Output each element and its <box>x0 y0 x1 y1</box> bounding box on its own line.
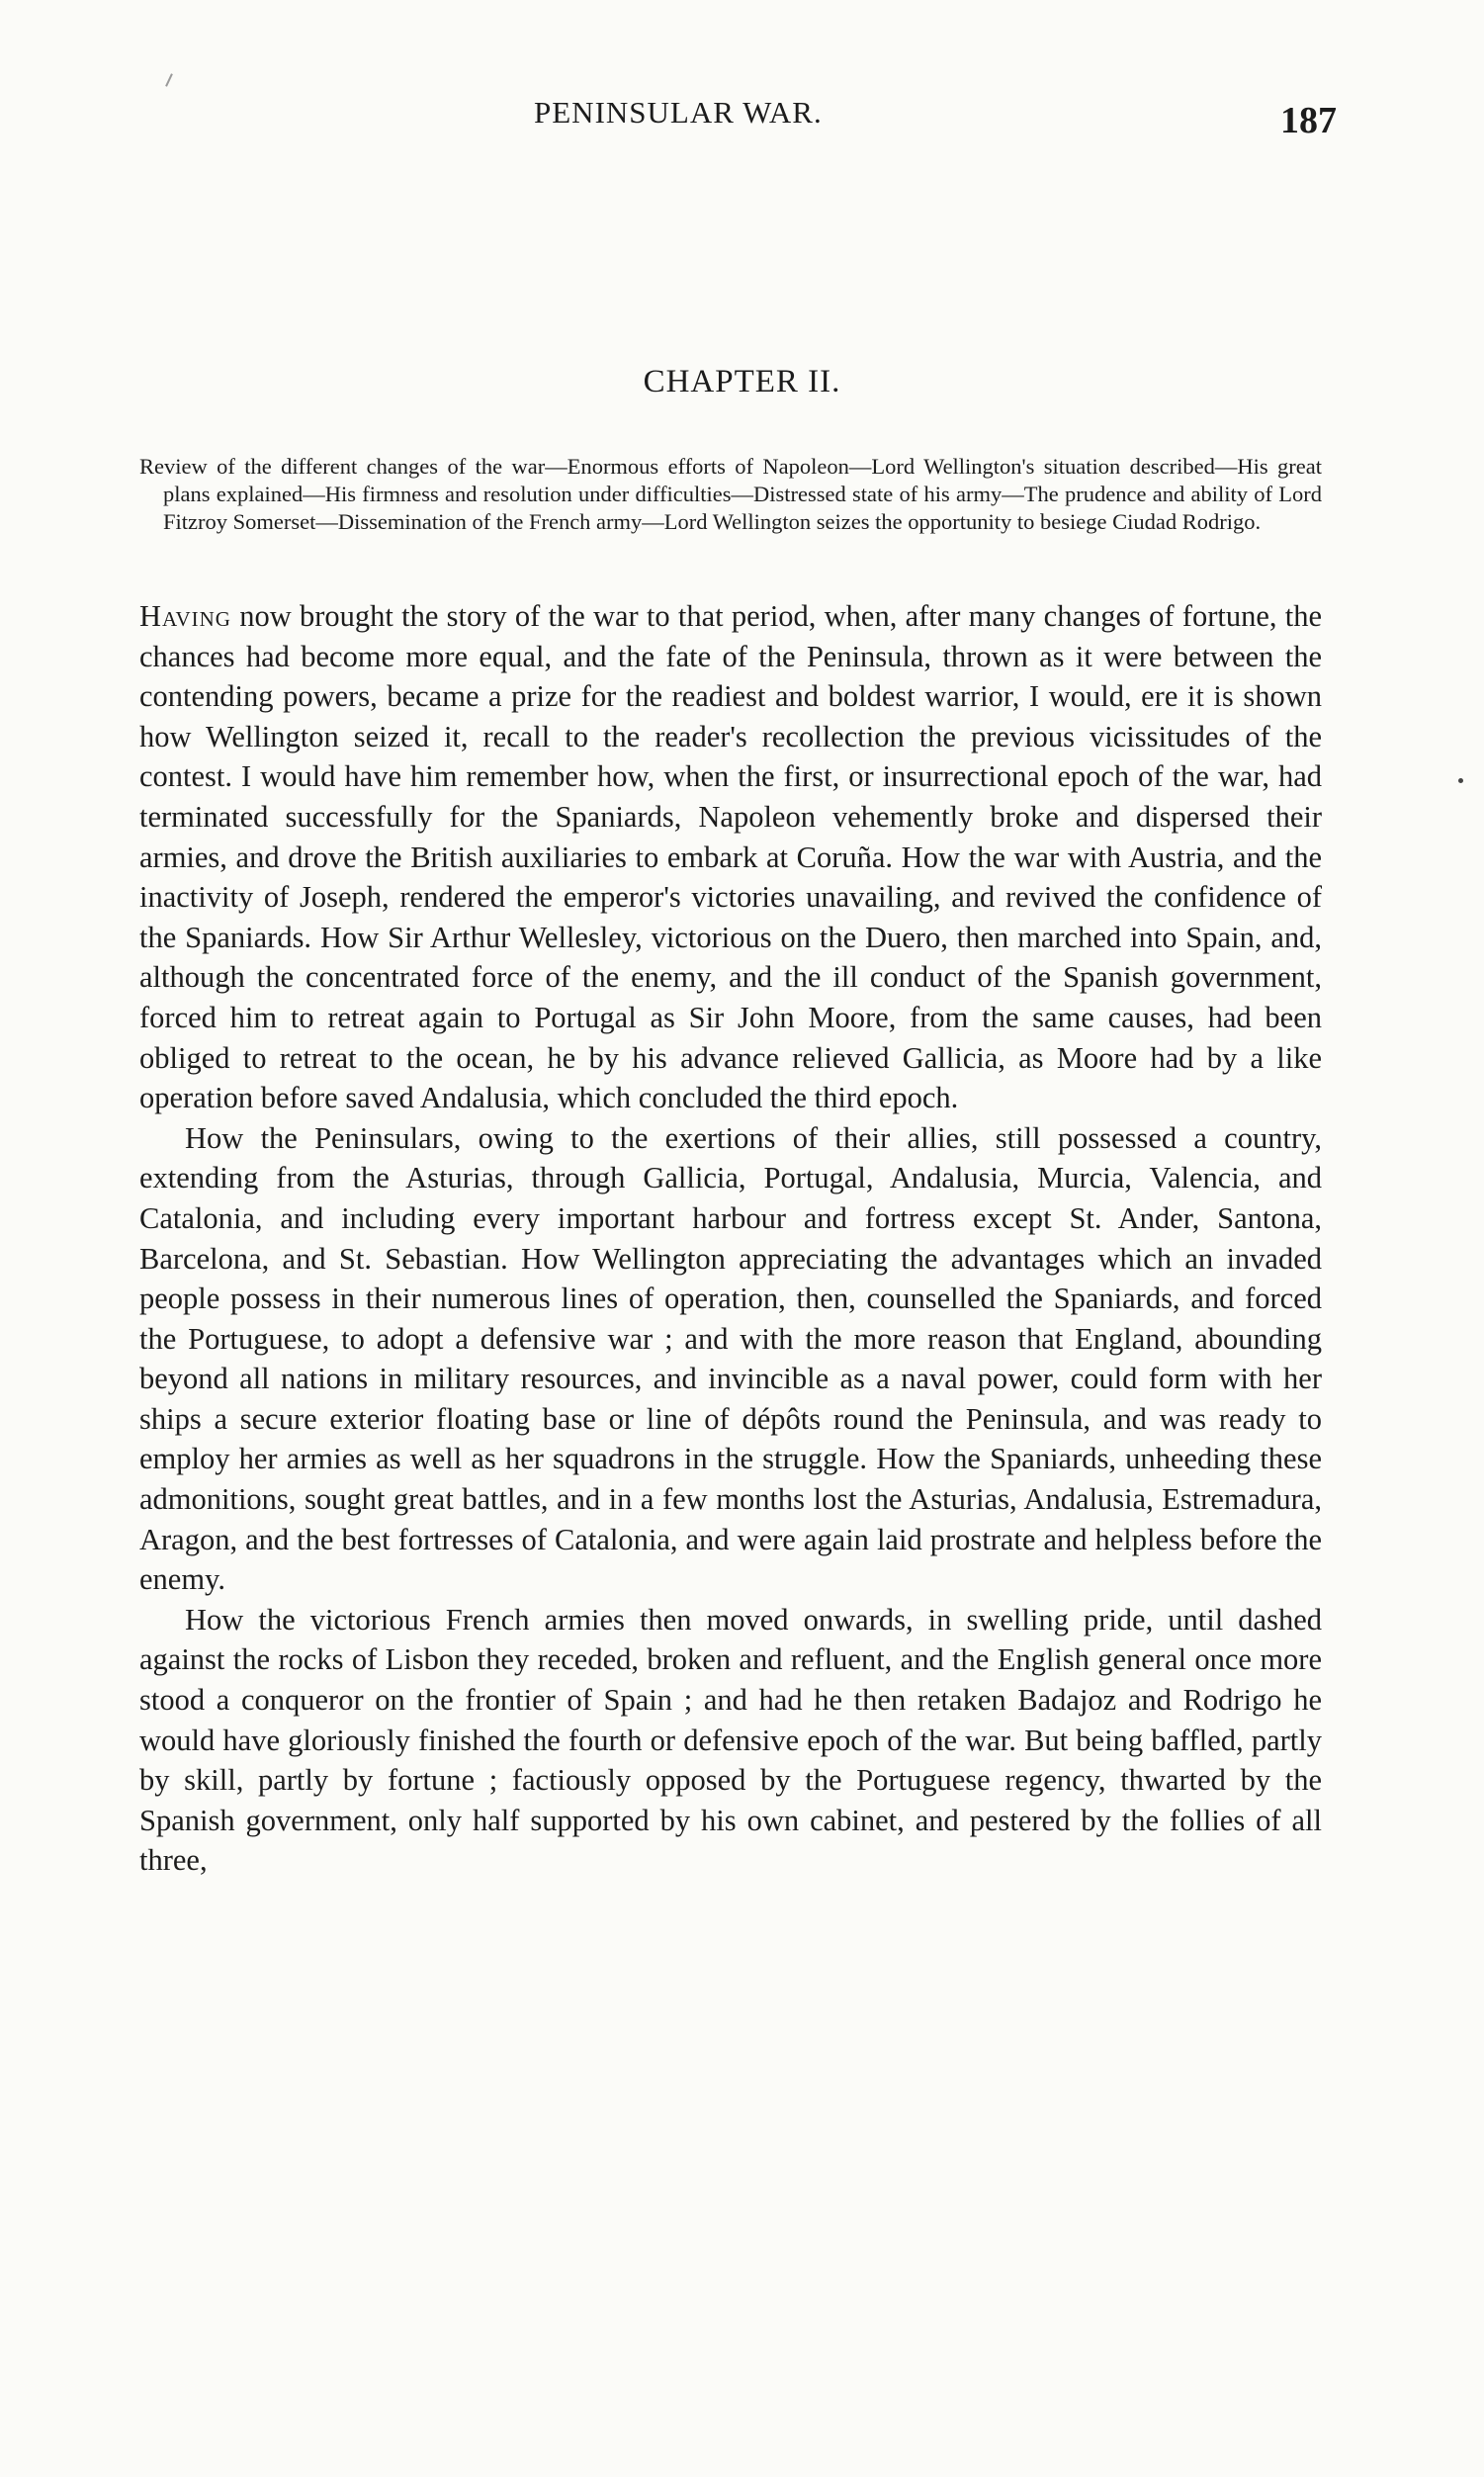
page-number: 187 <box>1280 100 1337 141</box>
paragraph-1 <box>139 596 1322 1118</box>
paragraph-3: How the victorious French armies then moved onwards, in swelling pride, until dashed against the rocks of Lisbon they receded, broken and refluent, and the English general once more stood a conqueror on the frontier of Spain ; and had he then retaken Badajoz and Rodrigo he would have gloriously finished the fourth or defensive epoch of the war. But being baffled, partly by skill, partly by fortune ; factiously opposed by the Portuguese regency, thwarted by the Spanish government, only half supported by his own cabinet, and pestered by the follies of all three, <box>139 1602 1322 1878</box>
body-text <box>139 596 1322 1881</box>
margin-dot <box>1458 778 1463 783</box>
paragraph-2: How the Peninsulars, owing to the exertions of their allies, still possessed a country, extending from the Asturias, through Gallicia, Portugal, Andalusia, Murcia, Valencia, and Catalonia, and including every important harbour and fortress except St. Ander, Santona, Barcelona, and St. Sebastian. How Wellington appreciating the advantages which an invaded people possess in their numerous lines of operation, then, counselled the Spaniards, and forced the Portuguese, to adopt a defensive war ; and with the more reason that England, abounding beyond all nations in military resources, and invincible as a naval power, could form with her ships a secure exterior floating base or line of dépôts round the Peninsula, and was ready to employ her armies as well as her squadrons in the struggle. How the Spaniards, unheeding these admonitions, sought great battles, and in a few months lost the Asturias, Andalusia, Estremadura, Aragon, and the best fortresses of Catalonia, and were again laid prostrate and helpless before the enemy. <box>139 1120 1322 1597</box>
chapter-summary: Review of the different changes of the war—Enormous efforts of Napoleon—Lord Wellington's situation described—His great plans explained—His firmness and resolution under difficulties—Distressed state of his army—The prudence and ability of Lord Fitzroy Somerset—Dissemination of the French army—Lord Wellington seizes the opportunity to besiege Ciudad Rodrigo. <box>139 454 1322 534</box>
running-title: PENINSULAR WAR. <box>534 95 823 130</box>
chapter-heading: CHAPTER II. <box>643 364 841 399</box>
pencil-tick-mark <box>165 73 173 87</box>
opening-word: Having <box>139 599 231 633</box>
paragraph-1-text: now brought the story of the war to that period, when, after many changes of fortune, the chances had become more equal, and the fate of the Peninsula, thrown as it were between the contending powers, became a prize for the readiest and boldest warrior, I would, ere it is shown how Wellington seized it, recall to the reader's recollection the previous vicissitudes of the contest. I would have him remember how, when the first, or insurrectional epoch of the war, had terminated successfully for the Spaniards, Napoleon vehemently broke and dispersed their armies, and drove the British auxiliaries to embark at Coruña. How the war with Austria, and the inactivity of Joseph, rendered the emperor's victories unavailing, and revived the confidence of the Spaniards. How Sir Arthur Wellesley, victorious on the Duero, then marched into Spain, and, although the concentrated force of the enemy, and the ill conduct of the Spanish government, forced him to retreat again to Portugal as Sir John Moore, from the same causes, had been obliged to retreat to the ocean, he by his advance relieved Gallicia, as Moore had by a like operation before saved Andalusia, which concluded the third epoch. <box>139 599 1322 1115</box>
running-head <box>0 95 1484 144</box>
